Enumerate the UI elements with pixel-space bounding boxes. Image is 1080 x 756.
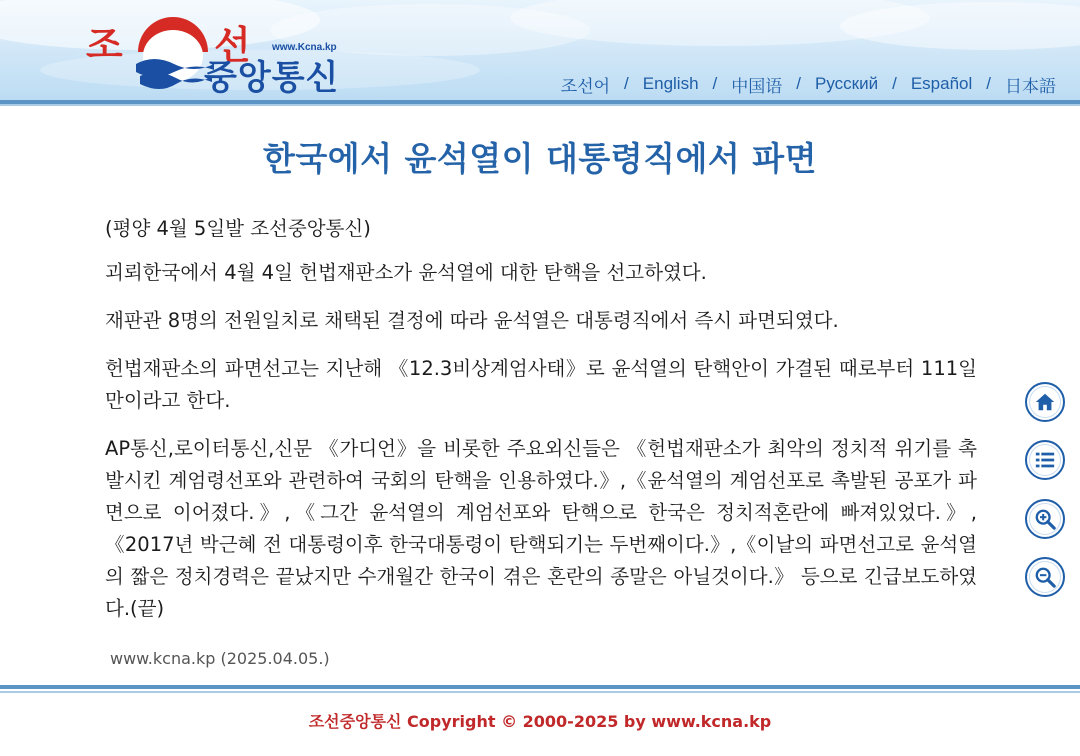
lang-separator: / [712, 74, 718, 93]
lang-separator: / [796, 74, 802, 93]
footer-divider [0, 685, 1080, 689]
lang-link-korean[interactable]: 조선어 [560, 76, 611, 96]
article-dateline: (평양 4월 5일발 조선중앙통신) [105, 217, 371, 240]
footer-copyright: 조선중앙통신 Copyright © 2000-2025 by www.kcna.kp [308, 712, 772, 731]
zoom-in-icon [1034, 508, 1056, 530]
footer-divider-thin [0, 691, 1080, 693]
logo-text-jo: 조 [86, 23, 125, 67]
article-body [105, 213, 977, 641]
lang-separator: / [624, 74, 629, 93]
logo-url-text: www.Kcna.kp [272, 42, 337, 53]
zoom-out-button[interactable] [1025, 557, 1065, 597]
language-nav [561, 73, 1056, 95]
article-source-date: www.kcna.kp (2025.04.05.) [110, 649, 330, 668]
logo-text-seon: 선 [214, 23, 251, 67]
kcna-logo[interactable] [84, 8, 374, 98]
lang-link-chinese[interactable]: 中国语 [731, 76, 783, 96]
lang-link-spanish[interactable]: Español [910, 74, 973, 93]
article-title: 한국에서 윤석열이 대통령직에서 파면 [262, 139, 817, 178]
article-paragraph: 괴뢰한국에서 4월 4일 헌법재판소가 윤석열에 대한 탄핵을 선고하였다. [105, 261, 707, 284]
article-paragraph: AP통신,로이터통신,신문 《가디언》을 비롯한 주요외신들은 《헌법재판소가 최악의 정치적 위기를 촉발시킨 계엄령선포와 관련하여 국회의 탄핵을 인용하였다.》,《윤석열의 계엄선포로 촉발된 공포가 파면으로 이어졌다.》,《그간 윤석열의 계엄선포와 탄핵으로 한국은 정치적혼란에 빠져있었다.》,《2017년 박근혜 전 대통령이후 한국대통령이 탄핵되기는 두번째이다.》,《이날의 파면선고로 윤석열의 짧은 정치경력은 끝났지만 수개월간 한국이 겪은 혼란의 종말은 아닐것이다.》 등으로 긴급보도하였다.(끝) [105, 437, 977, 620]
list-button[interactable] [1025, 440, 1065, 480]
logo-text-jungang-tongsin: 중앙통신 [204, 58, 340, 98]
article-paragraph: 헌법재판소의 파면선고는 지난해 《12.3비상계엄사태》로 윤석열의 탄핵안이 가결된 때로부터 111일만이라고 한다. [105, 357, 977, 412]
zoom-in-button[interactable] [1025, 499, 1065, 539]
site-header [0, 0, 1080, 100]
header-divider-thin [0, 104, 1080, 106]
lang-link-russian[interactable]: Русский [815, 74, 879, 93]
lang-link-english[interactable]: English [642, 74, 699, 93]
article-paragraph: 재판관 8명의 전원일치로 채택된 결정에 따라 윤석열은 대통령직에서 즉시 파면되였다. [105, 309, 839, 332]
home-button[interactable] [1025, 382, 1065, 422]
lang-separator: / [986, 74, 991, 93]
lang-separator: / [892, 74, 897, 93]
list-icon [1034, 449, 1056, 471]
lang-link-japanese[interactable]: 日本語 [1005, 76, 1056, 96]
zoom-out-icon [1034, 566, 1056, 588]
home-icon [1034, 391, 1056, 413]
